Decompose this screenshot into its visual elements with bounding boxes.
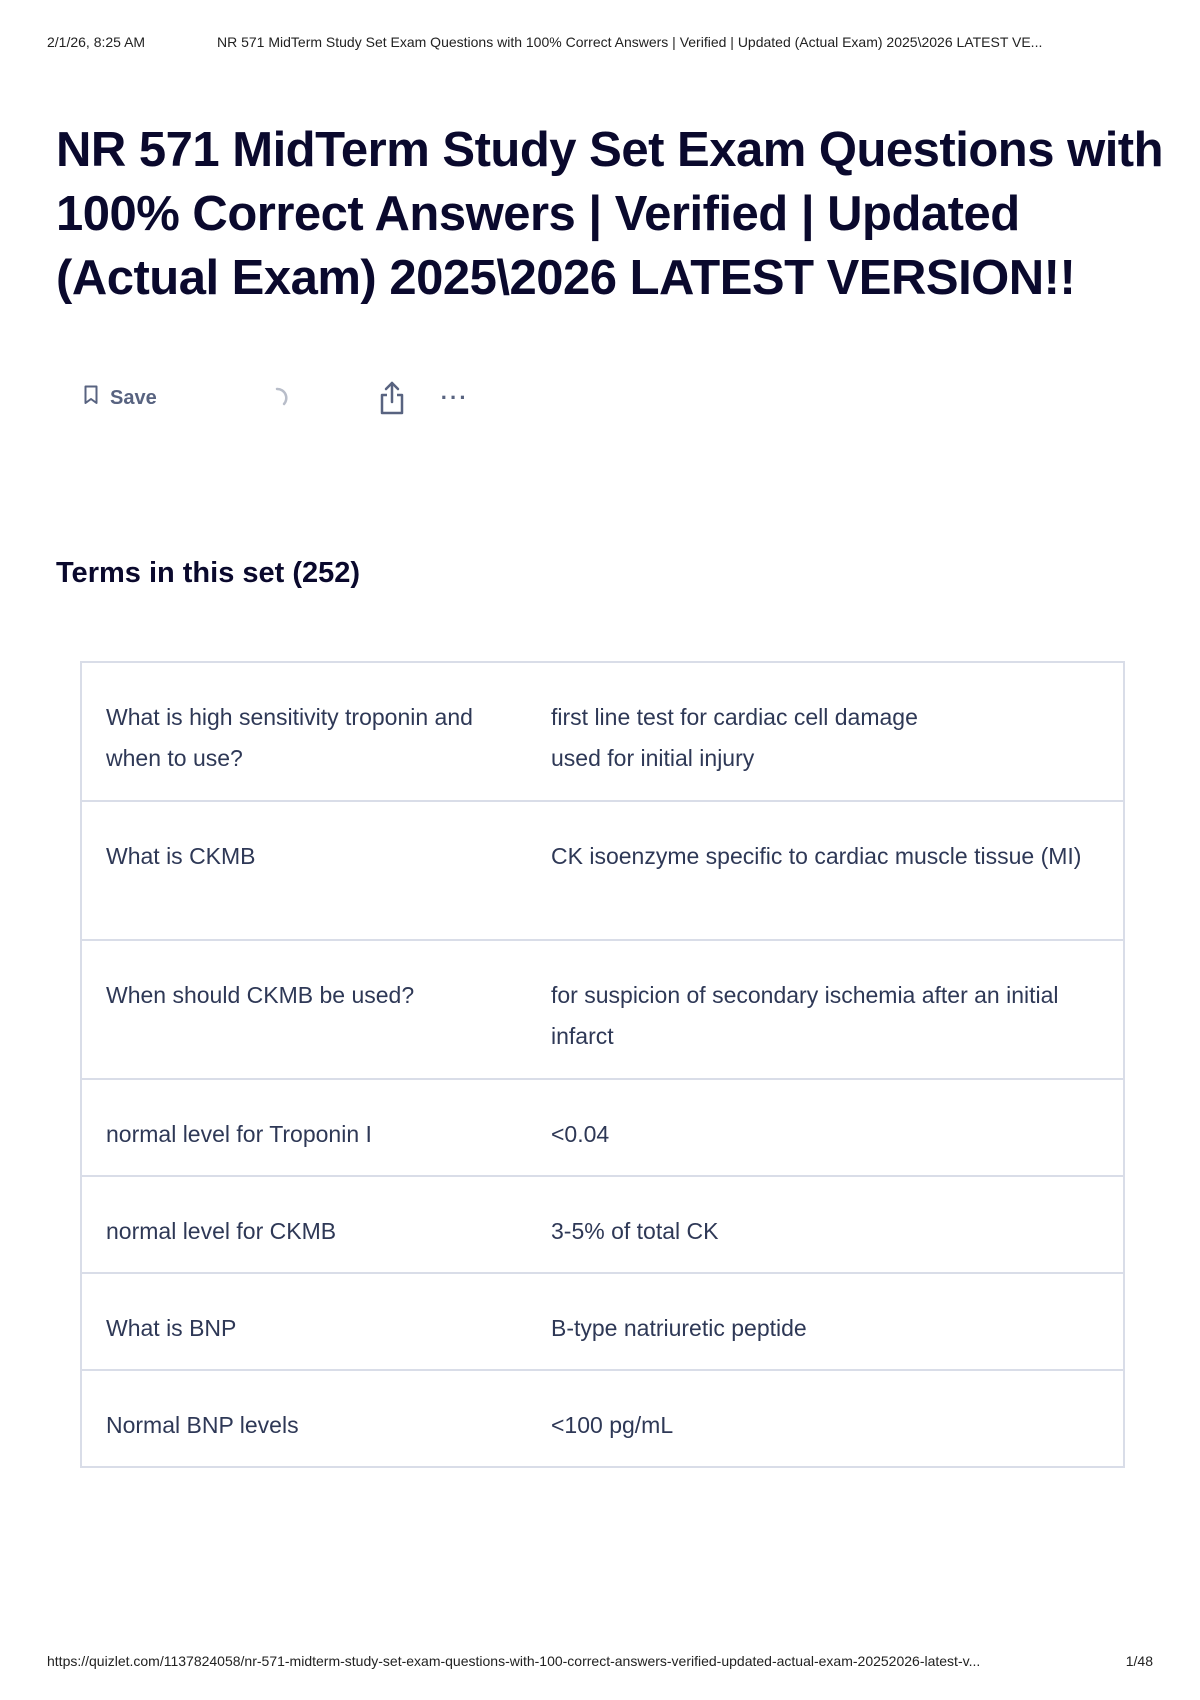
term-text: normal level for CKMB (106, 1218, 337, 1244)
loading-spinner-icon (265, 386, 289, 410)
term-text: When should CKMB be used? (106, 982, 415, 1008)
term-text: What is high sensitivity troponin and when to use? (106, 704, 473, 771)
table-row[interactable] (82, 941, 1123, 1080)
definition-text: 3-5% of total CK (551, 1218, 719, 1244)
toolbar (84, 378, 469, 418)
print-doc-title: NR 571 MidTerm Study Set Exam Questions with 100% Correct Answers | Verified | Updated (Actual Exam) 2025\2026 LATEST VE... (217, 34, 1043, 50)
page-title: NR 571 MidTerm Study Set Exam Questions with 100% Correct Answers | Verified | Updated (Actual Exam) 2025\2026 LATEST VERSION!! (56, 123, 1164, 305)
table-row[interactable] (82, 663, 1123, 802)
print-url: https://quizlet.com/1137824058/nr-571-midterm-study-set-exam-questions-with-100-correct-answers-verified-updated-actual-exam-20252026-latest-v... (47, 1653, 981, 1669)
more-options-button[interactable]: ··· (440, 385, 469, 410)
bookmark-icon (84, 385, 98, 411)
definition-text: CK isoenzyme specific to cardiac muscle tissue (MI) (551, 843, 1082, 869)
term-text: Normal BNP levels (106, 1412, 299, 1438)
save-button[interactable] (84, 385, 157, 411)
term-text: What is CKMB (106, 843, 256, 869)
page-number: 1/48 (1125, 1653, 1153, 1669)
share-icon (377, 380, 407, 416)
definition-text: for suspicion of secondary ischemia after an initial infarct (551, 982, 1059, 1049)
share-button[interactable] (377, 380, 407, 416)
print-footer (47, 1653, 1153, 1669)
definition-text: <100 pg/mL (551, 1412, 674, 1438)
table-row[interactable] (82, 1274, 1123, 1371)
print-timestamp: 2/1/26, 8:25 AM (47, 34, 146, 50)
save-label: Save (110, 386, 157, 409)
terms-heading: Terms in this set (252) (56, 557, 361, 589)
definition-text: first line test for cardiac cell damage used for initial injury (551, 704, 918, 771)
definition-text: B-type natriuretic peptide (551, 1315, 807, 1341)
table-row[interactable] (82, 1371, 1123, 1466)
table-row[interactable] (82, 802, 1123, 941)
definition-text: <0.04 (551, 1121, 610, 1147)
term-text: normal level for Troponin I (106, 1121, 372, 1147)
terms-table (80, 661, 1125, 1468)
term-text: What is BNP (106, 1315, 237, 1341)
print-header (47, 34, 1153, 50)
table-row[interactable] (82, 1080, 1123, 1177)
table-row[interactable] (82, 1177, 1123, 1274)
